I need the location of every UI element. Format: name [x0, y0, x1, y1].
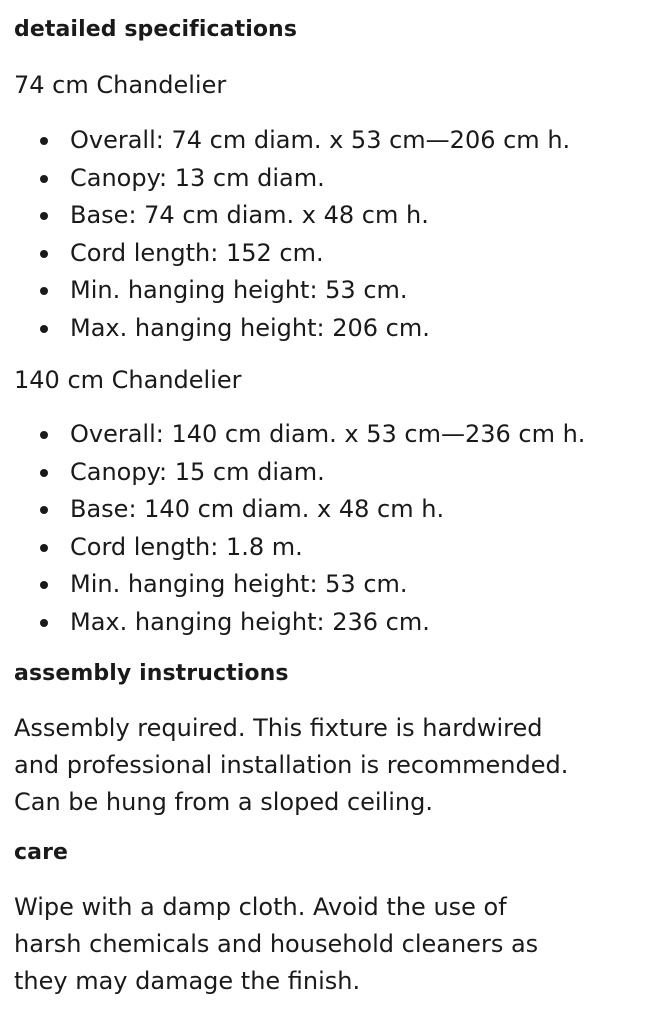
assembly-instructions-heading: assembly instructions: [14, 661, 289, 686]
spec-text: Cord length: 152 cm.: [70, 238, 324, 267]
list-item: [40, 604, 633, 642]
care-text: [14, 889, 633, 1000]
text-line: and professional installation is recommended.: [14, 751, 569, 779]
list-item: [40, 310, 633, 348]
list-item: [40, 566, 633, 604]
spec-text: Base: 140 cm diam. x 48 cm h.: [70, 495, 445, 523]
bullet-icon: [40, 469, 48, 477]
spec-text: Overall: 74 cm diam. x 53 cm—206 cm h.: [70, 126, 571, 154]
spec-text: Cord length: 1.8 m.: [70, 532, 303, 561]
list-item: [40, 235, 633, 273]
spec-text: Max. hanging height: 236 cm.: [70, 607, 430, 636]
bullet-icon: [40, 175, 48, 183]
list-item: [40, 272, 633, 310]
list-item: [40, 122, 633, 160]
detailed-specifications-heading: detailed specifications: [14, 17, 298, 42]
bullet-icon: [40, 137, 48, 145]
list-item: [40, 491, 633, 529]
list-item: [40, 160, 633, 198]
chandelier-140-spec-list: [14, 416, 633, 641]
bullet-icon: [40, 287, 48, 295]
text-line: Assembly required. This fixture is hardwired: [14, 714, 543, 742]
bullet-icon: [40, 619, 48, 627]
list-item: [40, 416, 633, 454]
chandelier-74-title: 74 cm Chandelier: [14, 71, 227, 99]
bullet-icon: [40, 581, 48, 589]
chandelier-74-spec-list: [14, 122, 633, 347]
text-line: harsh chemicals and household cleaners as: [14, 930, 539, 958]
text-line: Wipe with a damp cloth. Avoid the use of: [14, 893, 507, 921]
bullet-icon: [40, 250, 48, 258]
bullet-icon: [40, 506, 48, 514]
care-heading: care: [14, 840, 69, 865]
chandelier-140-title: 140 cm Chandelier: [14, 366, 242, 394]
bullet-icon: [40, 212, 48, 220]
list-item: [40, 454, 633, 492]
list-item: [40, 197, 633, 235]
spec-text: Max. hanging height: 206 cm.: [70, 313, 430, 342]
bullet-icon: [40, 544, 48, 552]
list-item: [40, 529, 633, 567]
spec-text: Canopy: 13 cm diam.: [70, 163, 325, 192]
text-line: Can be hung from a sloped ceiling.: [14, 788, 434, 816]
assembly-instructions-text: [14, 710, 633, 821]
text-line: they may damage the finish.: [14, 967, 361, 995]
bullet-icon: [40, 325, 48, 333]
spec-text: Canopy: 15 cm diam.: [70, 457, 325, 486]
spec-text: Min. hanging height: 53 cm.: [70, 276, 408, 304]
spec-text: Min. hanging height: 53 cm.: [70, 570, 408, 598]
spec-text: Overall: 140 cm diam. x 53 cm—236 cm h.: [70, 420, 586, 448]
spec-text: Base: 74 cm diam. x 48 cm h.: [70, 201, 429, 229]
bullet-icon: [40, 431, 48, 439]
